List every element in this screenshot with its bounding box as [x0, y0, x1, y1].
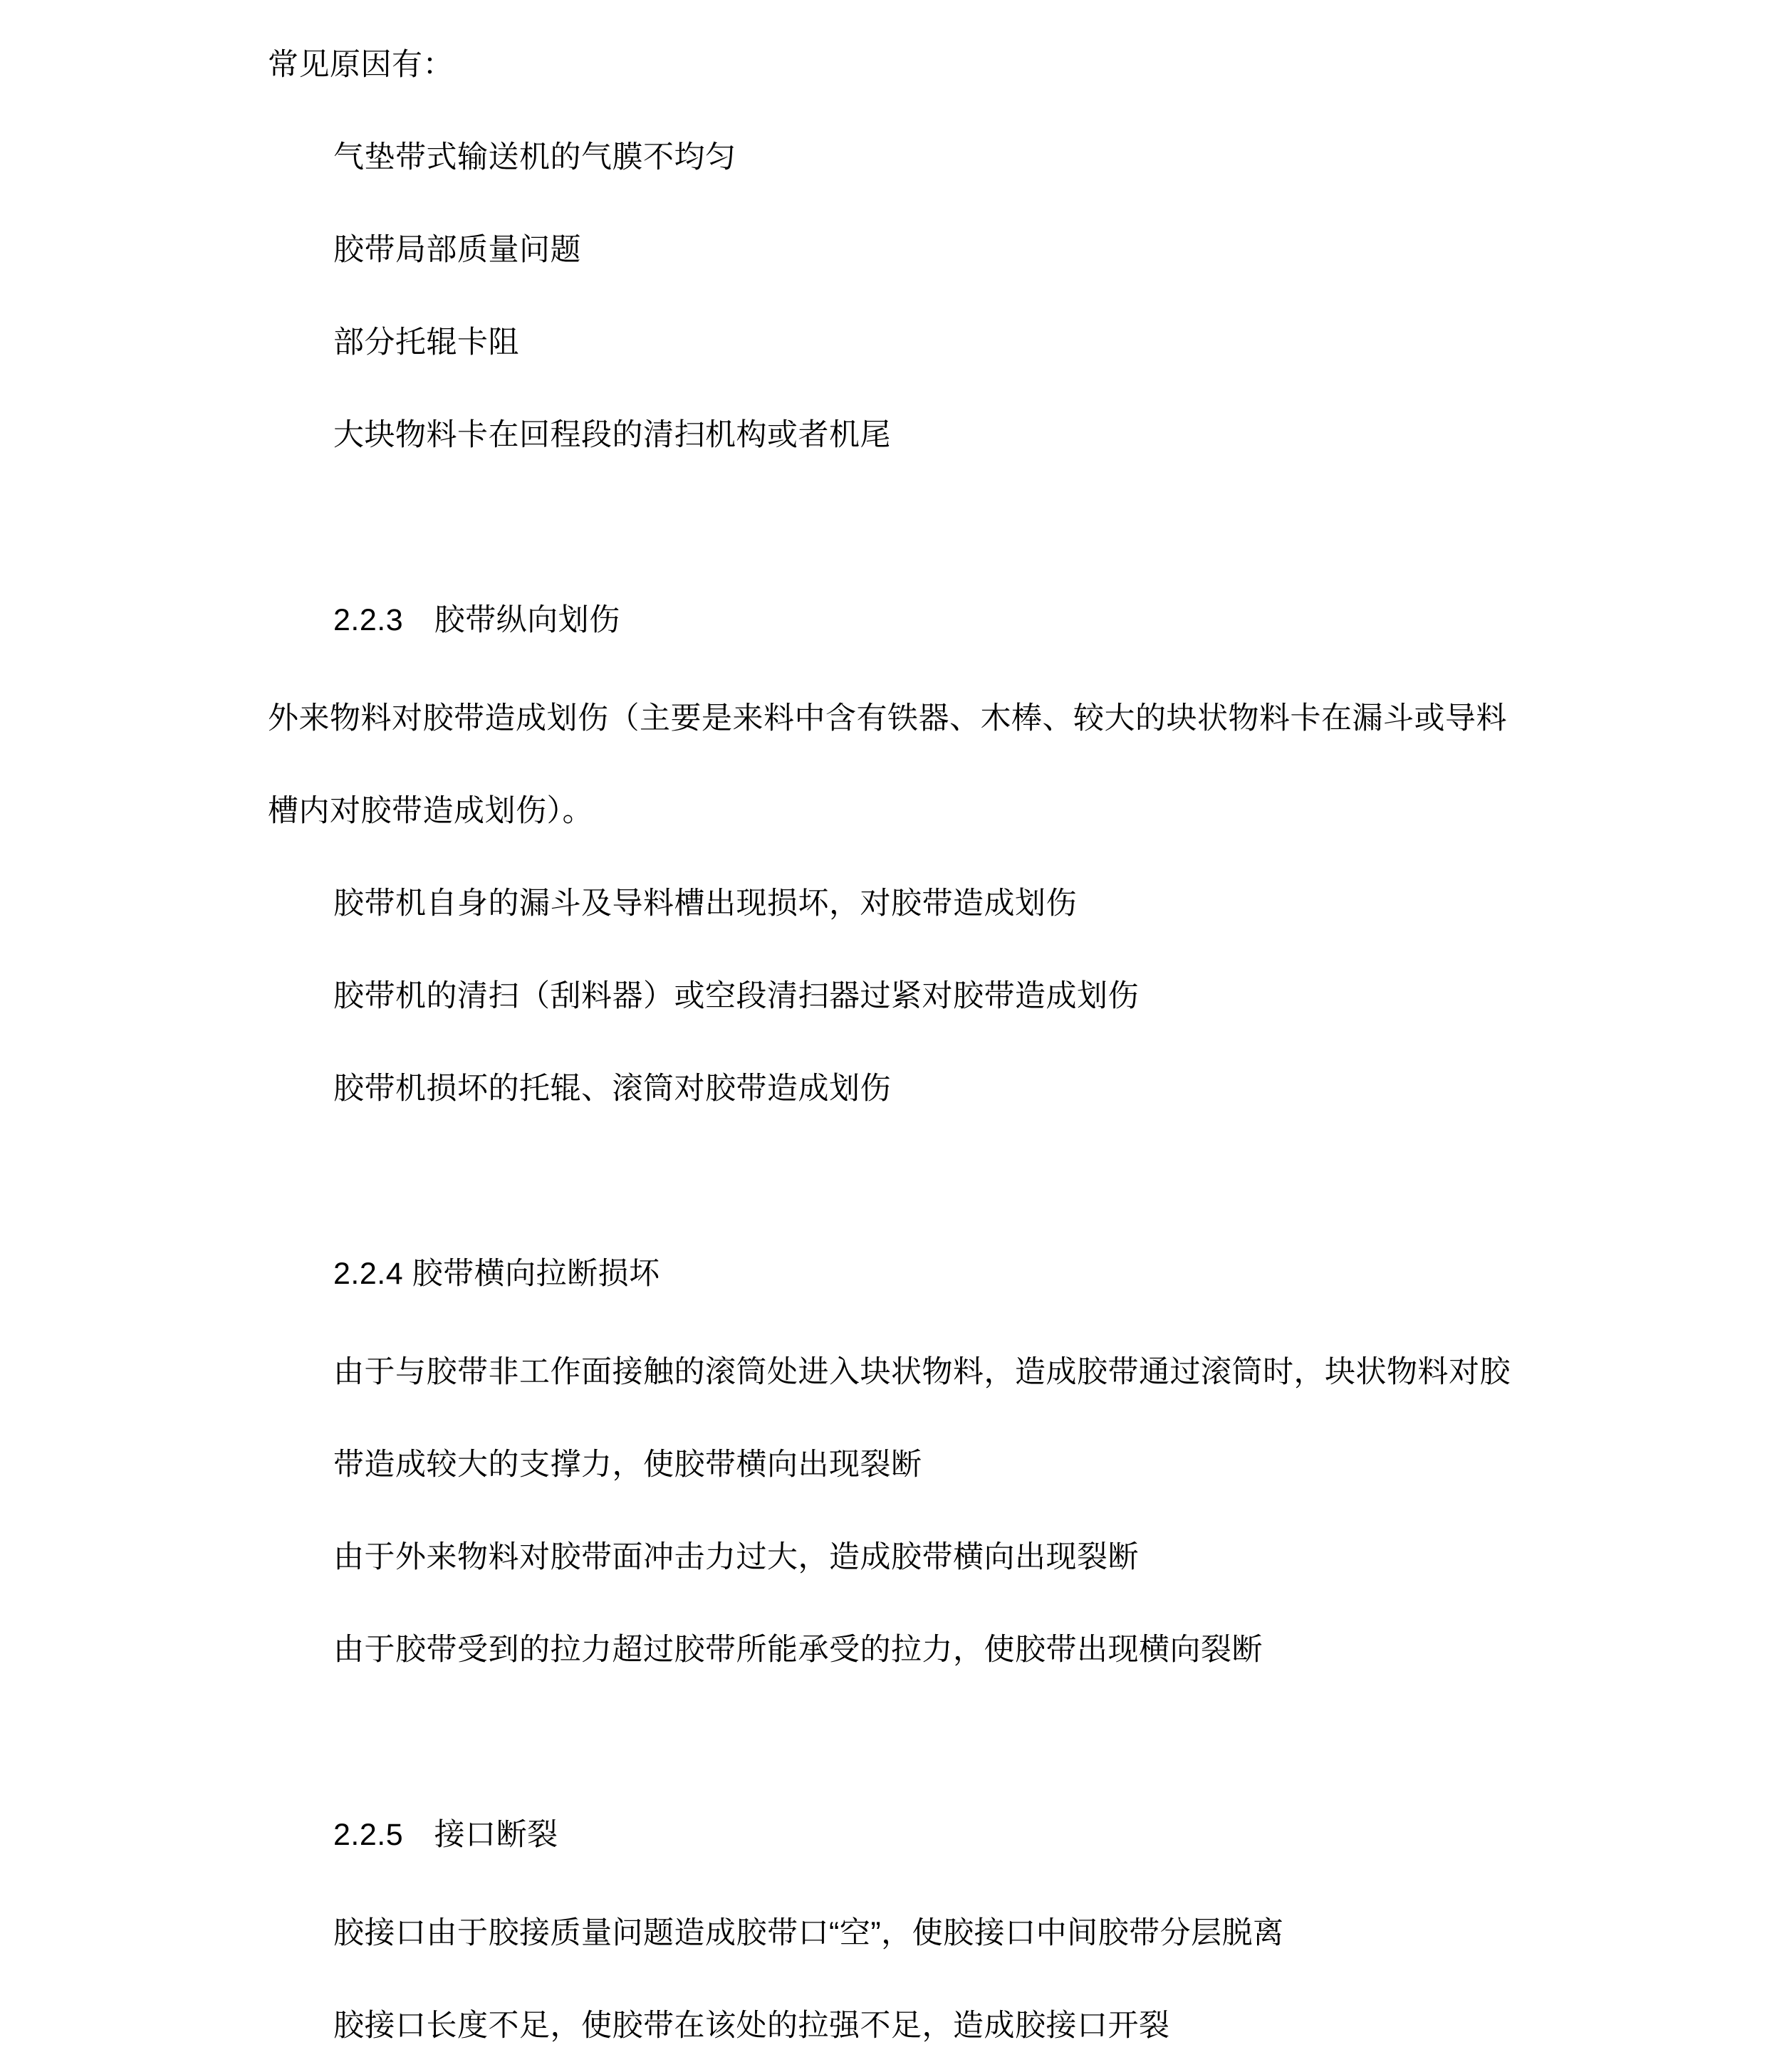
cause-item: 胶带机损坏的托辊、滚筒对胶带造成划伤 — [333, 1072, 891, 1106]
paragraph-line: 带造成较大的支撑力，使胶带横向出现裂断 — [333, 1448, 922, 1482]
cause-item: 胶接口由于胶接质量问题造成胶带口“空”，使胶接口中间胶带分层脱离 — [333, 1916, 1284, 1950]
cause-item: 胶带局部质量问题 — [333, 233, 581, 267]
heading-2-2-5: 2.2.5 接口断裂 — [333, 1818, 558, 1852]
cause-item: 大块物料卡在回程段的清扫机构或者机尾 — [333, 418, 891, 452]
cause-item: 气垫带式输送机的气膜不均匀 — [333, 140, 736, 174]
heading-2-2-4: 2.2.4 胶带横向拉断损坏 — [333, 1257, 660, 1291]
cause-item: 由于胶带受到的拉力超过胶带所能承受的拉力，使胶带出现横向裂断 — [333, 1633, 1263, 1667]
paragraph-line: 槽内对胶带造成划伤）。 — [268, 794, 593, 828]
cause-item: 由于外来物料对胶带面冲击力过大，造成胶带横向出现裂断 — [333, 1540, 1139, 1574]
cause-item: 胶接口长度不足，使胶带在该处的拉强不足，造成胶接口开裂 — [333, 2009, 1170, 2043]
cause-item: 胶带机的清扫（刮料器）或空段清扫器过紧对胶带造成划伤 — [333, 979, 1139, 1013]
cause-item: 胶带机自身的漏斗及导料槽出现损坏，对胶带造成划伤 — [333, 886, 1077, 921]
intro-line: 常见原因有： — [268, 48, 454, 82]
paragraph-line: 由于与胶带非工作面接触的滚筒处进入块状物料，造成胶带通过滚筒时，块状物料对胶 — [333, 1355, 1511, 1389]
paragraph-line: 外来物料对胶带造成划伤（主要是来料中含有铁器、木棒、较大的块状物料卡在漏斗或导料 — [268, 701, 1507, 736]
cause-item: 部分托辊卡阻 — [333, 325, 519, 360]
heading-2-2-3: 2.2.3 胶带纵向划伤 — [333, 603, 620, 637]
